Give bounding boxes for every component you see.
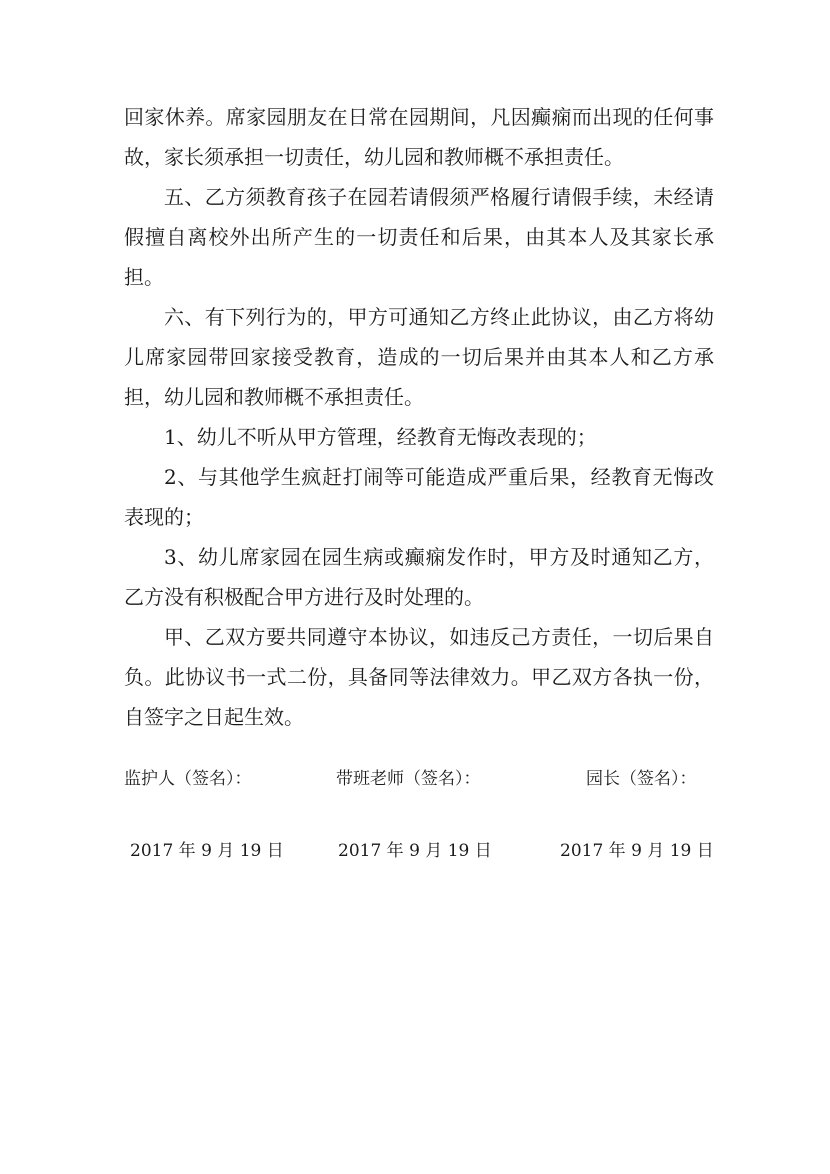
paragraph-clause-5: 五、乙方须教育孩子在园若请假须严格履行请假手续，未经请假擅自离校外出所产生的一切责任和后果，由其本人及其家长承担。 [124, 185, 714, 289]
date-row [0, 836, 830, 866]
principal-signature-label: 园长（签名）： [586, 769, 697, 789]
guardian-date: 2017 年 9 月 19 日 [130, 841, 284, 861]
paragraph-item-2: 2、与其他学生疯赶打闹等可能造成严重后果，经教育无悔改表现的； [124, 465, 714, 529]
teacher-date: 2017 年 9 月 19 日 [338, 841, 492, 861]
principal-date: 2017 年 9 月 19 日 [560, 841, 714, 861]
paragraph-item-1: 1、幼儿不听从甲方管理，经教育无悔改表现的； [164, 425, 597, 449]
paragraph-item-3: 3、幼儿席家园在园生病或癫痫发作时，甲方及时通知乙方，乙方没有积极配合甲方进行及时处理的。 [124, 545, 714, 609]
signature-row [0, 764, 830, 794]
paragraph-0: 回家休养。席家园朋友在日常在园期间，凡因癫痫而出现的任何事故，家长须承担一切责任，幼儿园和教师概不承担责任。 [124, 105, 714, 169]
paragraph-closing: 甲、乙双方要共同遵守本协议，如违反己方责任，一切后果自负。此协议书一式二份，具备同等法律效力。甲乙双方各执一份，自签字之日起生效。 [124, 625, 714, 729]
paragraph-clause-6: 六、有下列行为的，甲方可通知乙方终止此协议，由乙方将幼儿席家园带回家接受教育，造成的一切后果并由其本人和乙方承担，幼儿园和教师概不承担责任。 [124, 305, 714, 409]
guardian-signature-label: 监护人（签名）： [124, 769, 252, 789]
teacher-signature-label: 带班老师（签名）： [336, 769, 481, 789]
document-body [124, 97, 714, 737]
